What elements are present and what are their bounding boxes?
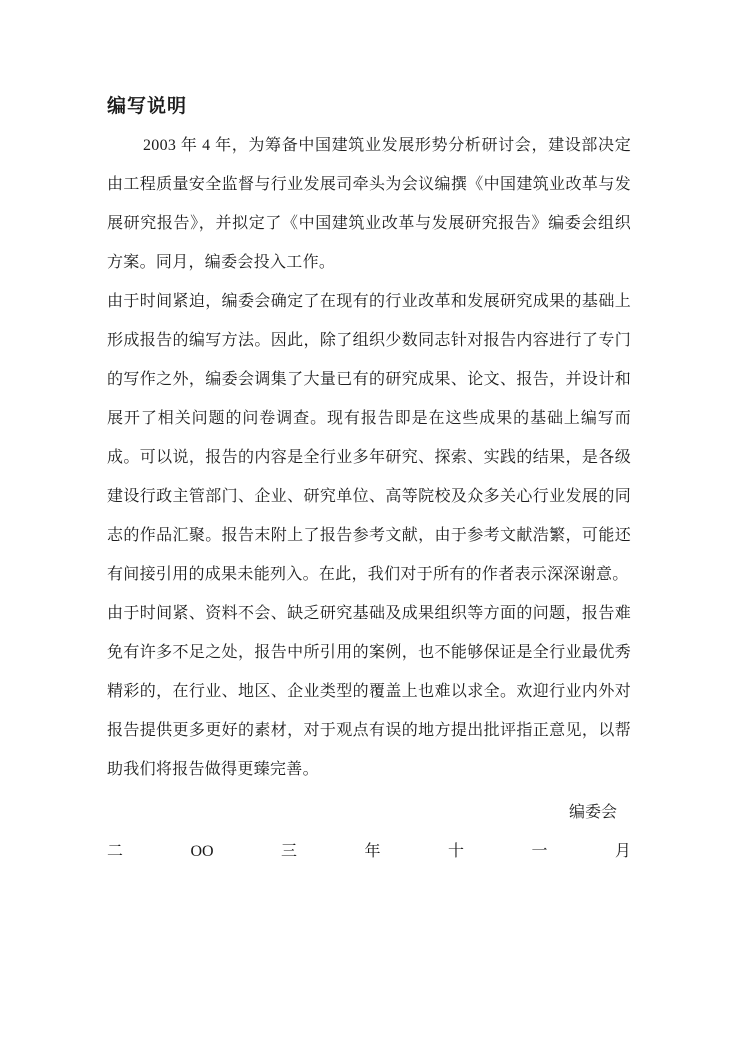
document-title: 编写说明	[107, 96, 188, 117]
date-line	[107, 832, 631, 871]
paragraph-3: 由于时间紧、资料不会、缺乏研究基础及成果组织等方面的问题，报告难免有许多不足之处，报告中所引用的案例，也不能够保证是全行业最优秀精彩的，在行业、地区、企业类型的覆盖上也难以求全。欢迎行业内外对报告提供更多更好的素材，对于观点有误的地方提出批评指正意见，以帮助我们将报告做得更臻完善。	[107, 605, 631, 778]
paragraph-2: 由于时间紧迫，编委会确定了在现有的行业改革和发展研究成果的基础上形成报告的编写方法。因此，除了组织少数同志针对报告内容进行了专门的写作之外，编委会调集了大量已有的研究成果、论文、报告，并设计和展开了相关问题的问卷调查。现有报告即是在这些成果的基础上编写而成。可以说，报告的内容是全行业多年研究、探索、实践的结果，是各级建设行政主管部门、企业、研究单位、高等院校及众多关心行业发展的同志的作品汇聚。报告末附上了报告参考文献，由于参考文献浩繁，可能还有间接引用的成果未能列入。在此，我们对于所有的作者表示深深谢意。	[107, 293, 631, 583]
paragraph-1: 2003 年 4 年，为筹备中国建筑业发展形势分析研讨会，建设部决定由工程质量安全监督与行业发展司牵头为会议编撰《中国建筑业改革与发展研究报告》，并拟定了《中国建筑业改革与发展研究报告》编委会组织方案。同月，编委会投入工作。	[107, 137, 631, 271]
date-char-1: 二	[107, 843, 124, 860]
date-char-4: 年	[364, 843, 381, 860]
document-content	[107, 0, 631, 871]
date-char-5: 十	[447, 843, 464, 860]
signature: 编委会	[568, 804, 617, 821]
date-char-2: OO	[190, 843, 214, 860]
date-char-6: 一	[531, 843, 548, 860]
date-char-3: 三	[281, 843, 298, 860]
date-char-7: 月	[614, 843, 631, 860]
